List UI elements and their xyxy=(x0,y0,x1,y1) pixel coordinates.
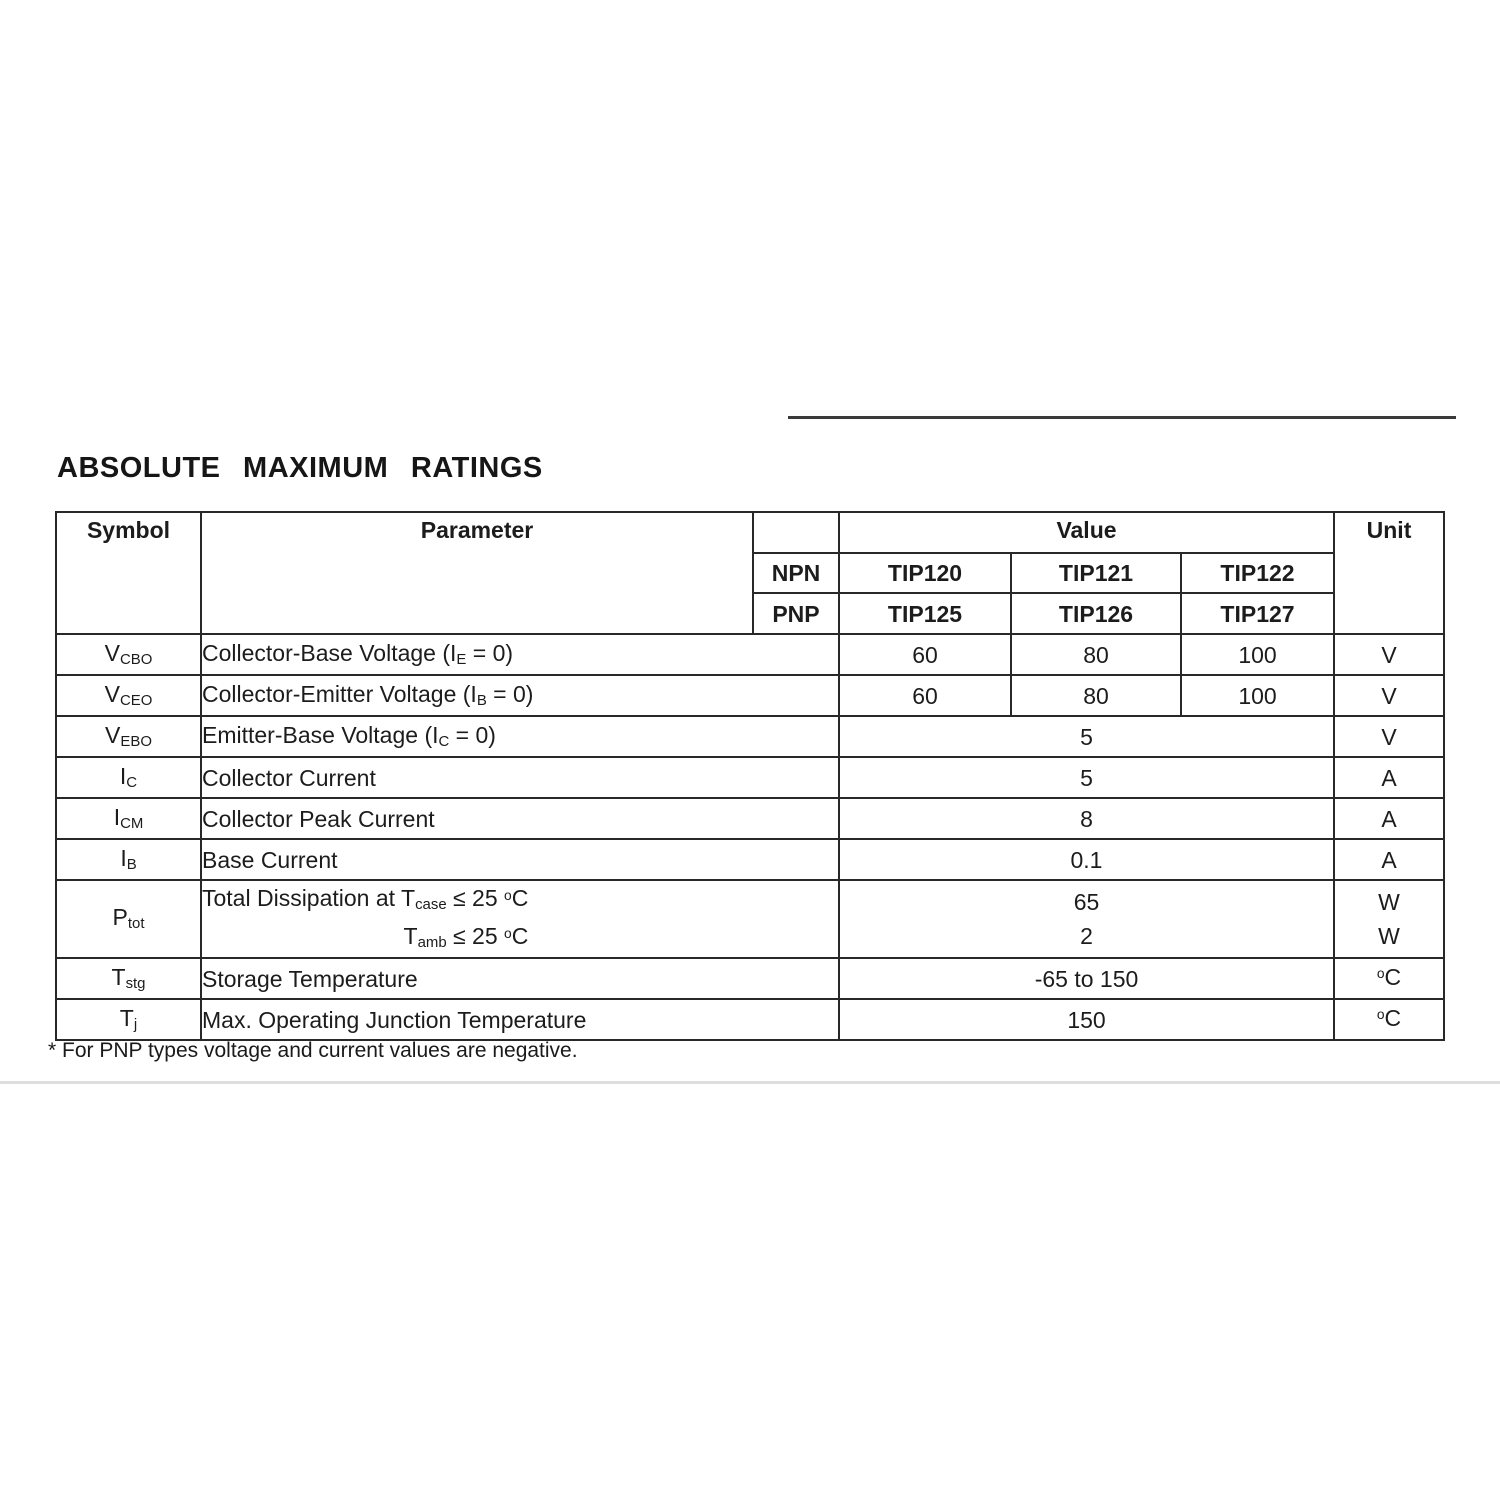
footnote: * For PNP types voltage and current values are negative. xyxy=(48,1039,578,1062)
table-row xyxy=(56,798,1444,839)
value-cell: 100 xyxy=(1181,634,1334,675)
unit-cell: V xyxy=(1334,716,1444,757)
header-row-main xyxy=(56,512,1444,553)
part-number-tip122: TIP122 xyxy=(1181,553,1334,593)
symbol-cell: $I_B$ xyxy=(56,839,201,880)
part-number-tip126: TIP126 xyxy=(1011,593,1181,634)
table-header xyxy=(56,512,1444,634)
part-number-tip121: TIP121 xyxy=(1011,553,1181,593)
symbol-cell: $I_C$ xyxy=(56,757,201,798)
symbol-cell: $T_j$ xyxy=(56,999,201,1040)
symbol-cell: $V_{CBO}$ xyxy=(56,634,201,675)
parameter-cell: Total Dissipation at $T_{case} \le 25$ $^o$C $T_{amb} \le 25$ $^o$C xyxy=(201,880,839,958)
table-row xyxy=(56,958,1444,999)
value-cell: 80 xyxy=(1011,675,1181,716)
column-header-unit: Unit xyxy=(1334,512,1444,634)
unit-cell: $^o$C xyxy=(1334,999,1444,1040)
unit-cell: $^o$C xyxy=(1334,958,1444,999)
value-cell: 60 xyxy=(839,634,1011,675)
top-divider-line xyxy=(788,416,1456,419)
value-cell: -65 to 150 xyxy=(839,958,1334,999)
parameter-cell: Max. Operating Junction Temperature xyxy=(201,999,839,1040)
table-row xyxy=(56,999,1444,1040)
unit-cell: W W xyxy=(1334,880,1444,958)
column-header-value: Value xyxy=(839,512,1334,553)
table-row xyxy=(56,839,1444,880)
part-number-tip127: TIP127 xyxy=(1181,593,1334,634)
symbol-cell: $V_{CEO}$ xyxy=(56,675,201,716)
table-body xyxy=(56,634,1444,1040)
table-row xyxy=(56,757,1444,798)
parameter-cell: Collector-Base Voltage $(I_E = 0)$ xyxy=(201,634,839,675)
unit-cell: A xyxy=(1334,839,1444,880)
type-label-npn: NPN xyxy=(753,553,839,593)
unit-cell: V xyxy=(1334,675,1444,716)
part-number-tip125: TIP125 xyxy=(839,593,1011,634)
unit-cell: V xyxy=(1334,634,1444,675)
parameter-cell: Collector Peak Current xyxy=(201,798,839,839)
value-cell: 60 xyxy=(839,675,1011,716)
value-cell: 5 xyxy=(839,716,1334,757)
unit-cell: A xyxy=(1334,757,1444,798)
parameter-cell: Collector Current xyxy=(201,757,839,798)
parameter-cell: Storage Temperature xyxy=(201,958,839,999)
value-cell: 65 2 xyxy=(839,880,1334,958)
header-spacer-cell xyxy=(753,512,839,553)
bottom-divider-line xyxy=(0,1081,1500,1084)
column-header-parameter: Parameter xyxy=(201,512,753,634)
parameter-cell: Collector-Emitter Voltage $(I_B = 0)$ xyxy=(201,675,839,716)
column-header-symbol: Symbol xyxy=(56,512,201,634)
value-cell: 8 xyxy=(839,798,1334,839)
symbol-cell: $V_{EBO}$ xyxy=(56,716,201,757)
symbol-cell: $T_{stg}$ xyxy=(56,958,201,999)
part-number-tip120: TIP120 xyxy=(839,553,1011,593)
unit-cell: A xyxy=(1334,798,1444,839)
value-cell: 5 xyxy=(839,757,1334,798)
value-cell: 150 xyxy=(839,999,1334,1040)
section-title: ABSOLUTE MAXIMUM RATINGS xyxy=(57,452,543,484)
table-row xyxy=(56,716,1444,757)
symbol-cell: $I_{CM}$ xyxy=(56,798,201,839)
parameter-cell: Base Current xyxy=(201,839,839,880)
symbol-cell: $P_{tot}$ xyxy=(56,880,201,958)
table-row xyxy=(56,634,1444,675)
value-cell: 100 xyxy=(1181,675,1334,716)
absolute-maximum-ratings-table xyxy=(55,511,1445,1041)
table-row xyxy=(56,880,1444,958)
value-cell: 80 xyxy=(1011,634,1181,675)
type-label-pnp: PNP xyxy=(753,593,839,634)
value-cell: 0.1 xyxy=(839,839,1334,880)
table-row xyxy=(56,675,1444,716)
parameter-cell: Emitter-Base Voltage $(I_C = 0)$ xyxy=(201,716,839,757)
